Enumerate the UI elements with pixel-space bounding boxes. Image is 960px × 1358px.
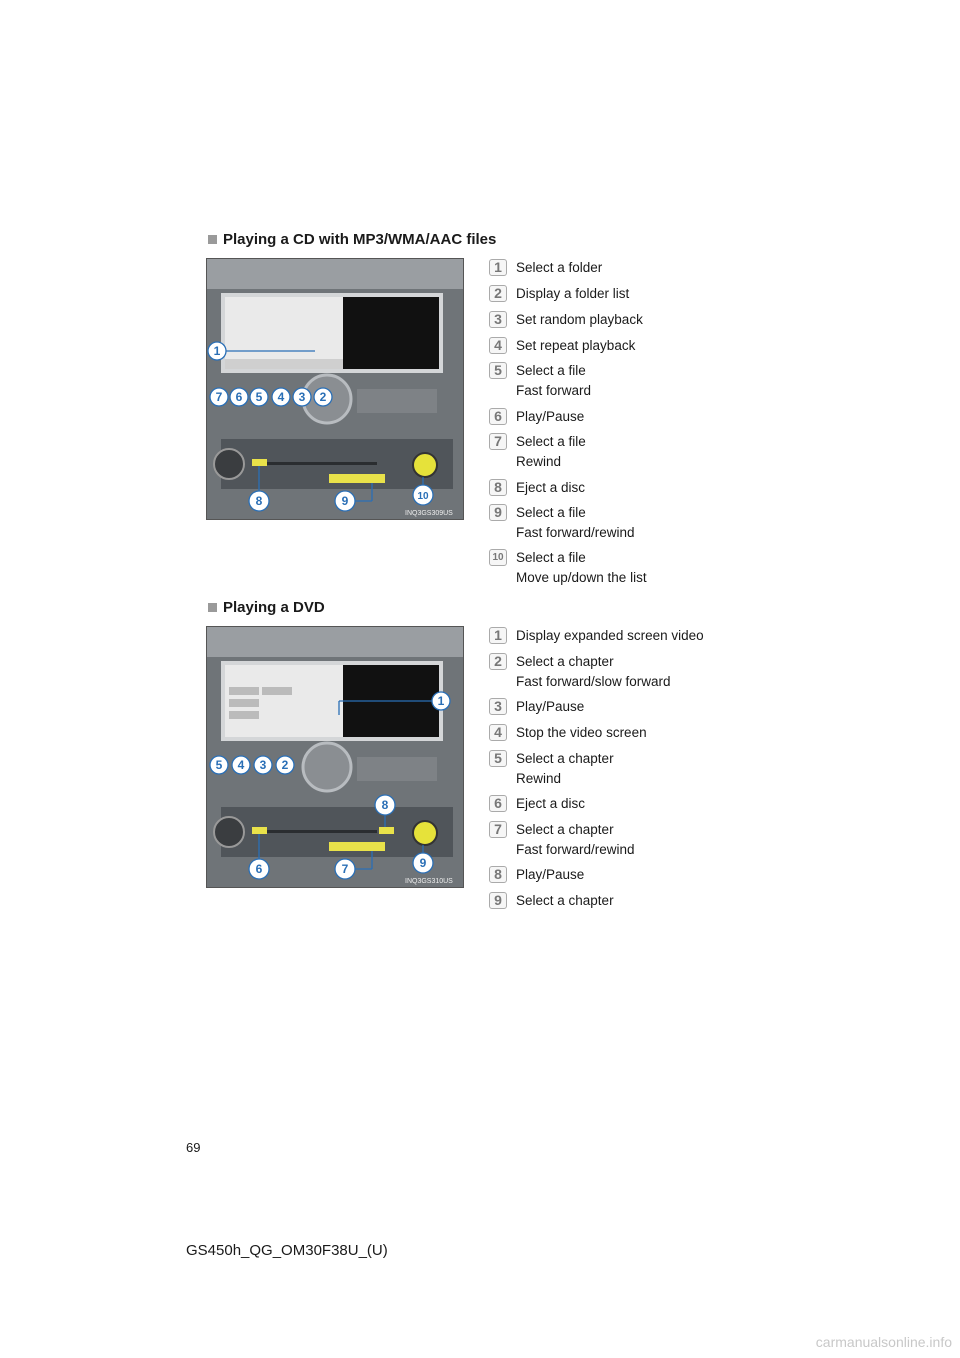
list-item (489, 865, 584, 885)
dvd-image-code: INQ3GS310US (405, 878, 453, 885)
svg-text:5: 5 (255, 390, 263, 404)
item-text: Display a folder list (516, 286, 630, 301)
list-item (489, 284, 629, 304)
list-item (489, 361, 591, 401)
svg-text:6: 6 (235, 390, 243, 404)
item-text: Set random playback (516, 312, 643, 327)
item-number: 9 (489, 504, 507, 521)
item-text: Play/Pause (516, 699, 585, 714)
list-item (489, 503, 635, 543)
list-item (489, 820, 635, 860)
svg-text:6: 6 (255, 862, 263, 876)
svg-text:4: 4 (237, 758, 245, 772)
item-text: Select a chapter (516, 822, 614, 837)
item-text: Fast forward/slow forward (516, 674, 671, 689)
square-bullet-icon (208, 603, 217, 612)
item-number: 3 (489, 311, 507, 328)
list-item (489, 626, 704, 646)
section-heading-cd-text: Playing a CD with MP3/WMA/AAC files (223, 231, 497, 248)
item-text: Play/Pause (516, 867, 585, 882)
list-item (489, 478, 585, 498)
item-number: 6 (489, 408, 507, 425)
list-item (489, 258, 602, 278)
item-text: Select a file (516, 434, 586, 449)
section-heading-dvd-text: Playing a DVD (223, 599, 325, 616)
list-item (489, 432, 586, 472)
svg-text:7: 7 (341, 862, 349, 876)
item-number: 2 (489, 653, 507, 670)
item-text: Eject a disc (516, 480, 586, 495)
item-number: 7 (489, 433, 507, 450)
list-item (489, 336, 635, 356)
list-item (489, 652, 671, 692)
item-number: 5 (489, 362, 507, 379)
item-text: Fast forward/rewind (516, 842, 635, 857)
item-text: Select a file (516, 505, 586, 520)
list-item (489, 749, 614, 789)
item-number: 1 (489, 627, 507, 644)
section-heading-dvd (208, 599, 325, 616)
item-text: Rewind (516, 771, 562, 786)
item-number: 2 (489, 285, 507, 302)
dvd-dashboard-photo (206, 626, 464, 888)
list-item (489, 407, 584, 427)
cd-image-code: INQ3GS309US (405, 510, 453, 517)
item-text: Eject a disc (516, 796, 586, 811)
item-text: Select a file (516, 363, 586, 378)
item-number: 6 (489, 795, 507, 812)
item-number: 9 (489, 892, 507, 909)
item-text: Select a chapter (516, 654, 614, 669)
list-item (489, 891, 614, 911)
list-item (489, 548, 647, 588)
svg-text:7: 7 (215, 390, 223, 404)
document-code: GS450h_QG_OM30F38U_(U) (186, 1242, 388, 1259)
item-text: Fast forward (516, 383, 592, 398)
svg-text:3: 3 (259, 758, 267, 772)
svg-text:9: 9 (341, 494, 349, 508)
item-text: Set repeat playback (516, 338, 636, 353)
item-number: 8 (489, 866, 507, 883)
svg-text:1: 1 (437, 694, 445, 708)
list-item (489, 723, 647, 743)
item-number: 5 (489, 750, 507, 767)
svg-text:8: 8 (381, 798, 389, 812)
item-number: 1 (489, 259, 507, 276)
svg-text:2: 2 (281, 758, 289, 772)
item-text: Play/Pause (516, 409, 585, 424)
svg-text:5: 5 (215, 758, 223, 772)
list-item (489, 310, 643, 330)
item-text: Select a chapter (516, 893, 614, 908)
svg-text:4: 4 (277, 390, 285, 404)
cd-dashboard-photo (206, 258, 464, 520)
item-number: 8 (489, 479, 507, 496)
list-item (489, 697, 584, 717)
section-heading-cd (208, 231, 496, 248)
svg-text:1: 1 (213, 344, 221, 358)
item-number: 7 (489, 821, 507, 838)
item-text: Fast forward/rewind (516, 525, 635, 540)
list-item (489, 794, 585, 814)
svg-text:8: 8 (255, 494, 263, 508)
item-number: 4 (489, 724, 507, 741)
item-text: Select a file (516, 550, 586, 565)
item-text: Stop the video screen (516, 725, 647, 740)
item-text: Move up/down the list (516, 570, 647, 585)
item-text: Select a folder (516, 260, 603, 275)
page-number: 69 (186, 1140, 201, 1155)
svg-text:3: 3 (298, 390, 306, 404)
item-number: 4 (489, 337, 507, 354)
svg-text:2: 2 (319, 390, 327, 404)
svg-text:10: 10 (417, 491, 429, 502)
item-text: Display expanded screen video (516, 628, 704, 643)
square-bullet-icon (208, 235, 217, 244)
item-text: Select a chapter (516, 751, 614, 766)
watermark: carmanualsonline.info (815, 1334, 952, 1350)
svg-text:9: 9 (419, 856, 427, 870)
item-number: 3 (489, 698, 507, 715)
item-number: 10 (489, 549, 507, 566)
item-text: Rewind (516, 454, 562, 469)
